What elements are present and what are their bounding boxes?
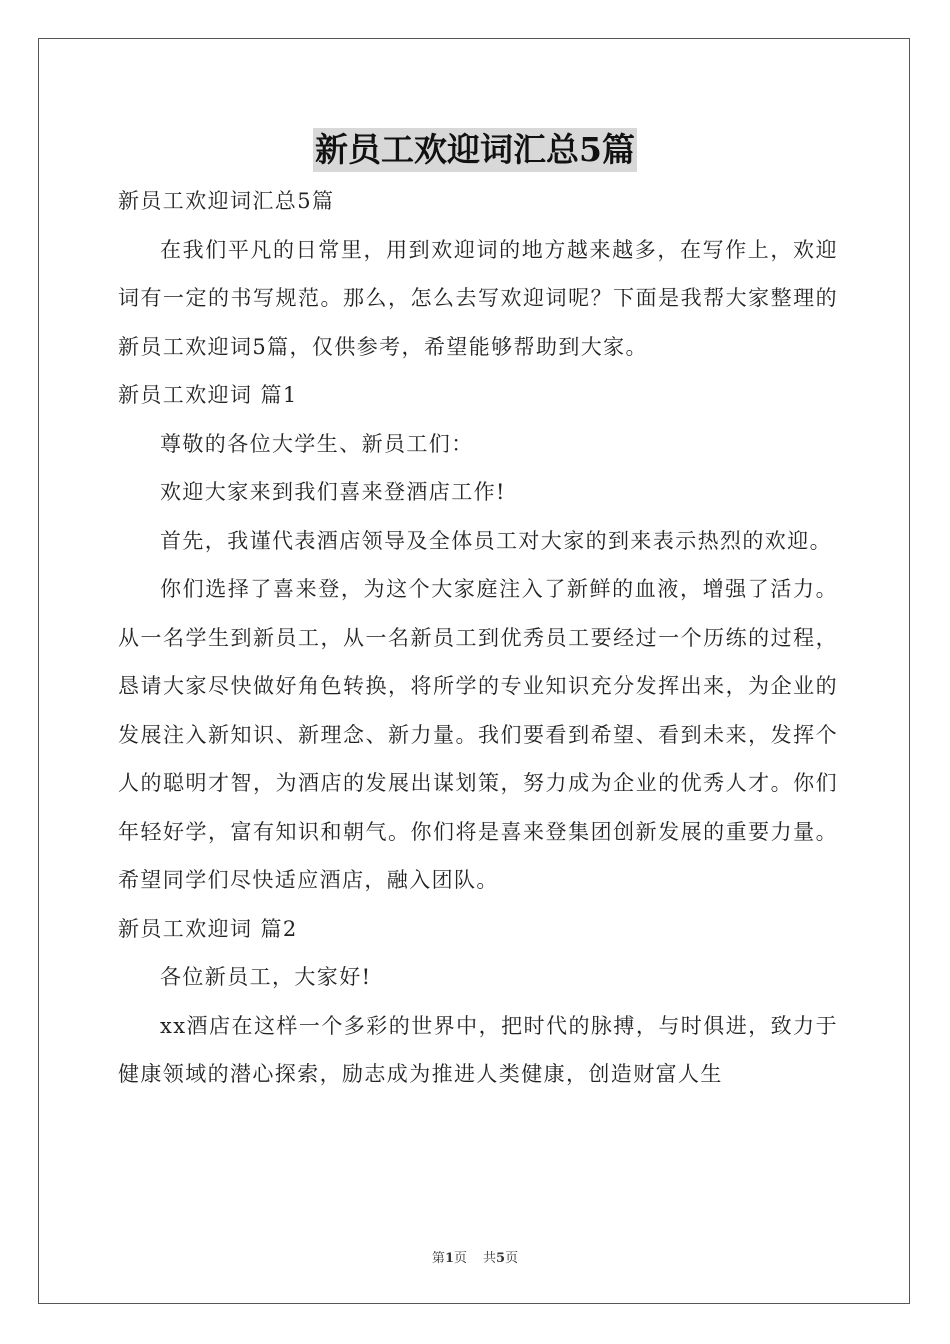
document-title: 新员工欢迎词汇总5篇 [313,128,637,172]
total-prefix: 共 [483,1251,497,1266]
section1-paragraph-2: 你们选择了喜来登，为这个大家庭注入了新鲜的血液，增强了活力。从一名学生到新员工，从一名新员工到优秀员工要经过一个历练的过程，恳请大家尽快做好角色转换，将所学的专业知识充分发挥出来，为企业的发展注入新知识、新理念、新力量。我们要看到希望、看到未来，发挥个人的聪明才智，为酒店的发展出谋划策，努力成为企业的优秀人才。你们年轻好学，富有知识和朝气。你们将是喜来登集团创新发展的重要力量。希望同学们尽快适应酒店，融入团队。 [118,577,838,892]
total-pages: 5 [496,1251,506,1266]
intro-paragraph: 在我们平凡的日常里，用到欢迎词的地方越来越多，在写作上，欢迎词有一定的书写规范。那么，怎么去写欢迎词呢？下面是我帮大家整理的新员工欢迎词5篇，仅供参考，希望能够帮助到大家。 [118,237,838,359]
page-footer [0,1247,950,1266]
page-prefix: 第 [431,1251,445,1266]
page-suffix: 页 [453,1251,467,1266]
section1-welcome: 欢迎大家来到我们喜来登酒店工作! [160,480,506,504]
document-subtitle: 新员工欢迎词汇总5篇 [118,189,335,213]
section2-greeting: 各位新员工，大家好! [160,965,372,989]
document-body [118,177,838,1099]
section1-greeting: 尊敬的各位大学生、新员工们： [160,431,474,456]
section-heading-1: 新员工欢迎词 篇1 [118,383,298,407]
total-suffix: 页 [505,1251,519,1266]
title-container [0,128,950,172]
section-heading-2: 新员工欢迎词 篇2 [118,916,298,941]
section1-paragraph-1: 首先，我谨代表酒店领导及全体员工对大家的到来表示热烈的欢迎。 [160,528,832,553]
section2-paragraph-1: xx酒店在这样一个多彩的世界中，把时代的脉搏，与时俱进，致力于健康领域的潜心探索，励志成为推进人类健康，创造财富人生 [118,1013,838,1086]
page-number: 1 [444,1251,454,1266]
